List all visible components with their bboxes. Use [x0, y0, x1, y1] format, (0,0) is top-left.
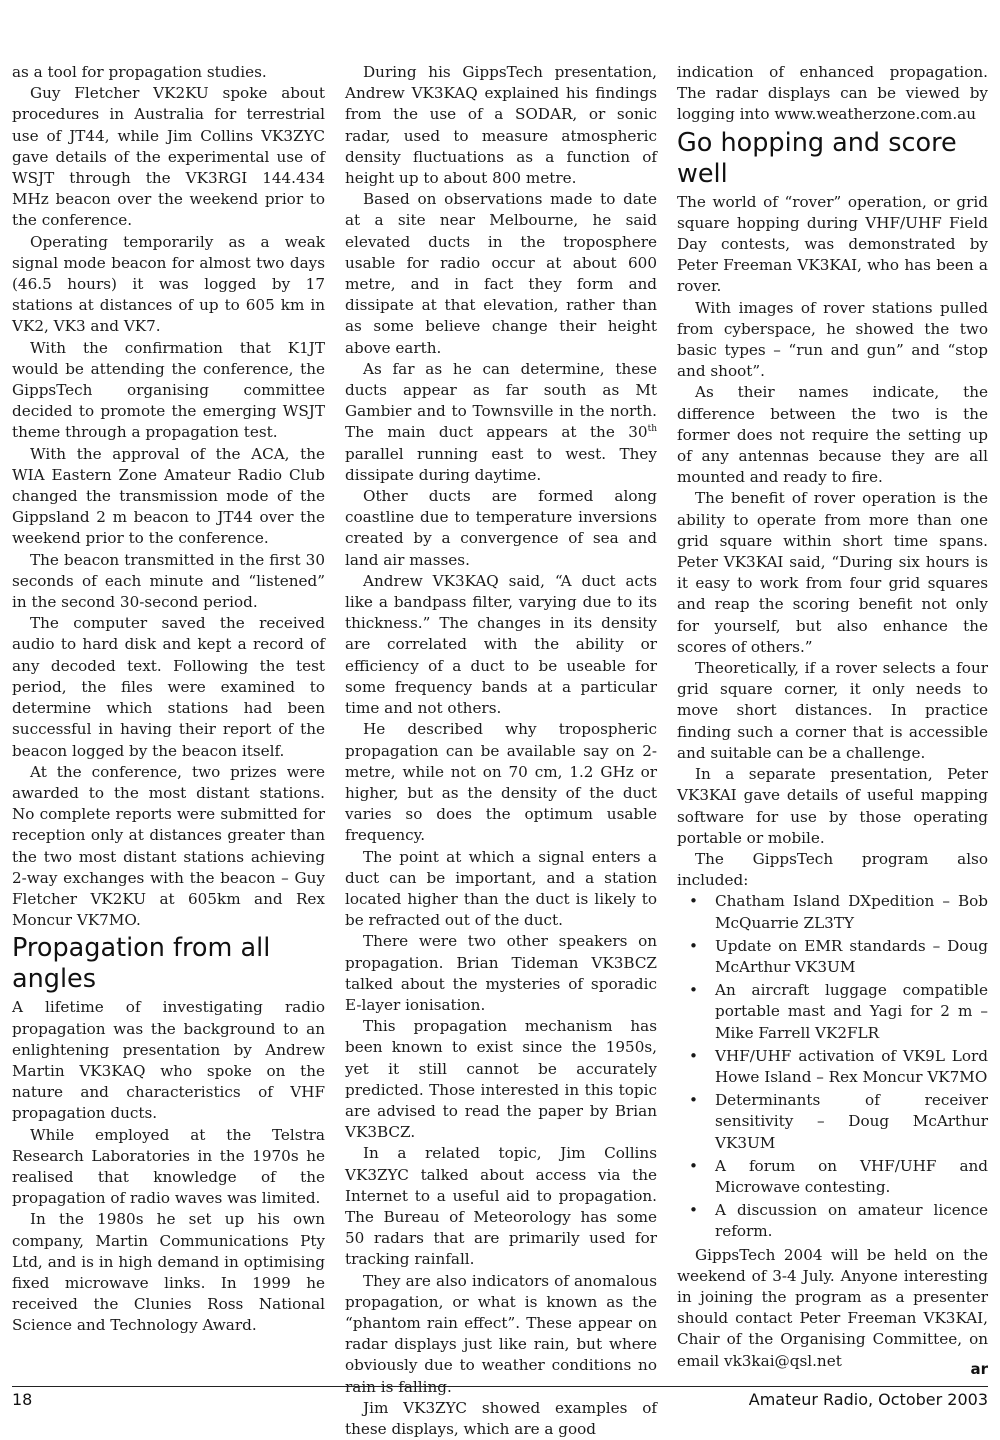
article-paragraph: Operating temporarily as a weak signal mode beacon for almost two days (46.5 hours) it was logged by 17 stations at distances of up to 605 km in VK2, VK3 and VK7.: [12, 232, 325, 336]
article-paragraph: With images of rover stations pulled from cyberspace, he showed the two basic types – “run and gun” and “stop and shoot”.: [677, 298, 988, 381]
article-paragraph: They are also indicators of anomalous propagation, or what is known as the “phantom rain effect”. These appear on radar displays just like rain, but where obviously due to weather conditions no rain is falling.: [345, 1271, 657, 1396]
program-list-item: • A forum on VHF/UHF and Microwave contesting.: [677, 1156, 988, 1198]
article-paragraph: At the conference, two prizes were awarded to the most distant stations. No complete reports were submitted for reception only at distances greater than the two most distant stations achieving 2-way exchanges with the beacon – Guy Fletcher VK2KU at 605km and Rex Moncur VK7MO.: [12, 762, 325, 930]
paragraph-text: As far as he can determine, these ducts appear as far south as Mt Gambier and to Townsville in the north. The main duct appears at the 30: [345, 359, 657, 442]
article-paragraph: Jim VK3ZYC showed examples of these displays, which are a good: [345, 1398, 657, 1438]
article-paragraph: With the confirmation that K1JT would be attending the conference, the GippsTech organising committee decided to promote the emerging WSJT theme through a propagation test.: [12, 338, 325, 442]
article-paragraph: While employed at the Telstra Research Laboratories in the 1970s he realised that knowledge of the propagation of radio waves was limited.: [12, 1125, 325, 1208]
article-paragraph: The GippsTech program also included:: [677, 849, 988, 890]
ordinal-superscript: th: [647, 424, 657, 435]
article-end-mark: ar: [970, 1360, 988, 1378]
program-list-item: • Chatham Island DXpedition – Bob McQuarrie ZL3TY: [677, 891, 988, 933]
program-list-item: • Update on EMR standards – Doug McArthur VK3UM: [677, 936, 988, 978]
article-paragraph: There were two other speakers on propagation. Brian Tideman VK3BCZ talked about the mysteries of sporadic E-layer ionisation.: [345, 932, 657, 1014]
section-heading: Go hopping and score well: [677, 127, 957, 189]
article-paragraph: The world of “rover” operation, or grid square hopping during VHF/UHF Field Day contests, was demonstrated by Peter Freeman VK3KAI, who has been a rover.: [677, 192, 988, 296]
program-list-item: • An aircraft luggage compatible portable mast and Yagi for 2 m – Mike Farrell VK2FLR: [677, 980, 988, 1044]
program-list-item: • Determinants of receiver sensitivity – Doug McArthur VK3UM: [677, 1090, 988, 1154]
article-column-3: [677, 62, 988, 1372]
article-paragraph: In the 1980s he set up his own company, Martin Communications Pty Ltd, and is in high demand in optimising fixed microwave links. In 1999 he received the Clunies Ross National Science and Technology Award.: [12, 1210, 325, 1335]
article-paragraph: In a separate presentation, Peter VK3KAI gave details of useful mapping software for use by those operating portable or mobile.: [677, 765, 988, 847]
article-column-1: [12, 62, 325, 1337]
article-paragraph: As their names indicate, the difference between the two is the former does not require the setting up of any antennas because they are all mounted and ready to fire.: [677, 383, 988, 487]
program-list-item: • A discussion on amateur licence reform.: [677, 1200, 988, 1242]
article-column-2: [345, 62, 657, 1440]
paragraph-text: parallel running east to west. They dissipate during daytime.: [345, 444, 657, 484]
page-number: 18: [12, 1390, 33, 1409]
article-paragraph: Based on observations made to date at a site near Melbourne, he said elevated ducts in the troposphere usable for radio occur at about 600 metre, and in fact they form and dissipate at that elevation, rather than as some believe change their height above earth.: [345, 190, 657, 357]
article-paragraph: The beacon transmitted in the first 30 seconds of each minute and “listened” in the second 30-second period.: [12, 550, 325, 612]
article-paragraph: Guy Fletcher VK2KU spoke about procedures in Australia for terrestrial use of JT44, while Jim Collins VK3ZYC gave details of the experimental use of WSJT through the VK3RGI 144.434 MHz beacon over the weekend prior to the conference.: [12, 84, 325, 230]
article-paragraph: GippsTech 2004 will be held on the weekend of 3-4 July. Anyone interesting in joining the program as a presenter should contact Peter Freeman VK3KAI, Chair of the Organising Committee, on email vk3kai@qsl.net: [677, 1245, 988, 1370]
article-paragraph: indication of enhanced propagation. The radar displays can be viewed by logging into www.weatherzone.com.au: [677, 63, 988, 124]
program-list: [677, 891, 988, 1242]
section-heading: Propagation from all angles: [12, 933, 271, 995]
footer-rule: [12, 1386, 988, 1387]
program-list-item: • VHF/UHF activation of VK9L Lord Howe Island – Rex Moncur VK7MO: [677, 1046, 988, 1088]
article-paragraph: Other ducts are formed along coastline due to temperature inversions created by a convergence of sea and land air masses.: [345, 487, 657, 569]
article-paragraph: Theoretically, if a rover selects a four grid square corner, it only needs to move short distances. In practice finding such a corner that is accessible and suitable can be a challenge.: [677, 659, 988, 762]
article-paragraph: The computer saved the received audio to hard disk and kept a record of any decoded text. Following the test period, the files were examined to determine which stations had been successful in having their report of the beacon logged by the beacon itself.: [12, 614, 325, 760]
article-paragraph: He described why tropospheric propagation can be available say on 2-metre, while not on 70 cm, 1.2 GHz or higher, but as the density of the duct varies so does the optimum usable frequency.: [345, 720, 657, 845]
article-paragraph: During his GippsTech presentation, Andrew VK3KAQ explained his findings from the use of a SODAR, or sonic radar, used to measure atmospheric density fluctuations as a function of height up to about 800 metre.: [345, 63, 657, 188]
article-paragraph: The point at which a signal enters a duct can be important, and a station located higher than the duct is likely to be refracted out of the duct.: [345, 847, 657, 930]
article-paragraph: as a tool for propagation studies.: [12, 63, 267, 81]
footer-publication: Amateur Radio, October 2003: [748, 1390, 988, 1409]
article-paragraph: Andrew VK3KAQ said, “A duct acts like a bandpass filter, varying due to its thickness.” The changes in its density are correlated with the ability or efficiency of a duct to be useable for some frequency bands at a particular time and not others.: [345, 571, 657, 718]
article-paragraph: In a related topic, Jim Collins VK3ZYC talked about access via the Internet to a useful aid to propagation. The Bureau of Meteorology has some 50 radars that are primarily used for tracking rainfall.: [345, 1144, 657, 1269]
article-paragraph: With the approval of the ACA, the WIA Eastern Zone Amateur Radio Club changed the transmission mode of the Gippsland 2 m beacon to JT44 over the weekend prior to the conference.: [12, 444, 325, 548]
article-paragraph: This propagation mechanism has been known to exist since the 1950s, yet it still cannot be accurately predicted. Those interested in this topic are advised to read the paper by Brian VK3BCZ.: [345, 1017, 657, 1142]
article-paragraph: The benefit of rover operation is the ability to operate from more than one grid square within short time spans. Peter VK3KAI said, “During six hours is it easy to work from four grid squares and reap the scoring benefit not only for yourself, but also enhance the scores of others.”: [677, 489, 988, 656]
article-paragraph: A lifetime of investigating radio propagation was the background to an enlightening presentation by Andrew Martin VK3KAQ who spoke on the nature and characteristics of VHF propagation ducts.: [12, 998, 325, 1123]
article-paragraph: [345, 359, 657, 486]
